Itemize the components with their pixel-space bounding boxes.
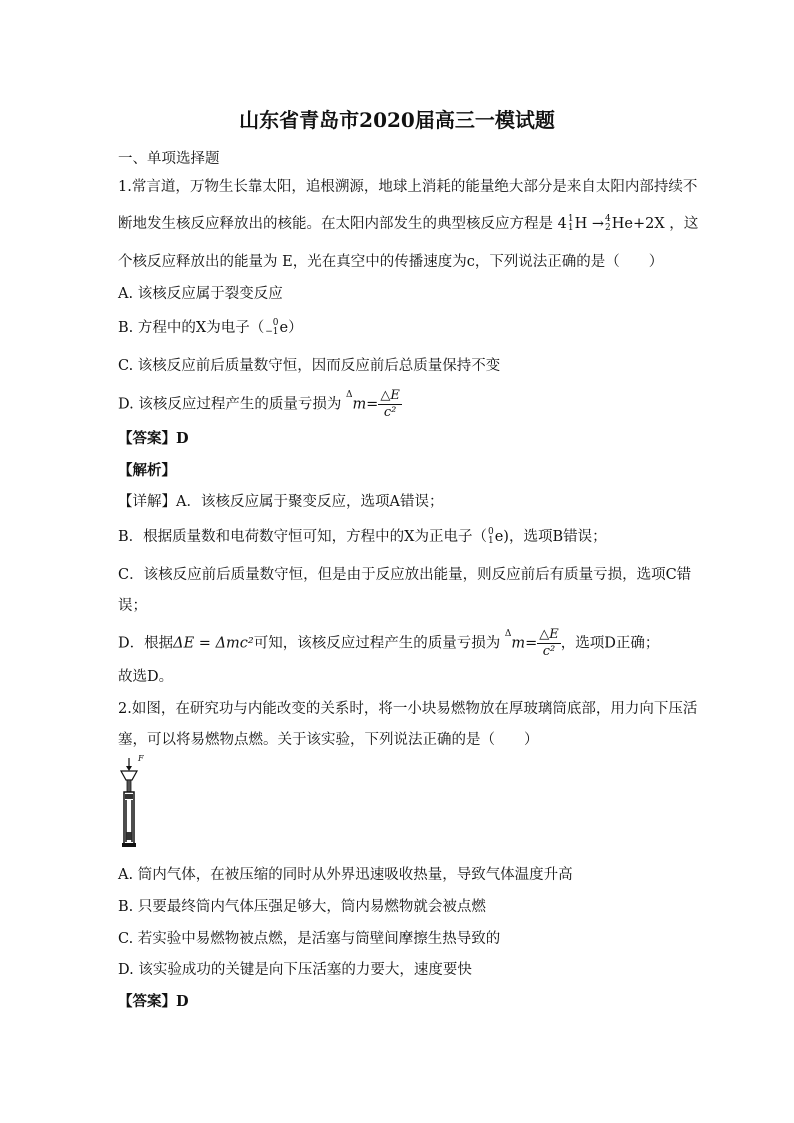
energy-fraction <box>537 627 561 660</box>
positron-charge-number: 1 <box>487 536 494 546</box>
section-heading: 一、单项选择题 <box>118 151 220 167</box>
piston-cylinder-figure <box>116 756 150 850</box>
mass-symbol: m= <box>511 635 538 652</box>
arrow-icon: → <box>591 216 604 232</box>
q1-answer: 【答案】D <box>118 430 189 447</box>
q1-option-c: C. 该核反应前后质量数守恒，因而反应前后总质量保持不变 <box>118 358 501 374</box>
h-symbol: H <box>574 216 588 232</box>
q1-detail-c-line1: C．该核反应前后质量数守恒，但是由于反应放出能量，则反应前后有质量亏损，选项C错 <box>118 567 692 583</box>
fraction-denominator: c² <box>542 644 556 659</box>
q1-conclusion: 故选D。 <box>118 669 174 685</box>
q1-stem-line3: 个核反应释放出的能量为 E，光在真空中的传播速度为c，下列说法正确的是（ ） <box>118 254 664 270</box>
he-symbol: He+2X <box>611 216 665 232</box>
q1-detail-b-end: e)，选项B错误； <box>494 529 607 545</box>
delta-mark: Δ <box>345 389 353 400</box>
q1-detail-d <box>118 627 659 660</box>
q1-detail-d-end: ，选项D正确； <box>560 635 660 652</box>
q1-detail-d-text: D．根据 <box>118 635 174 652</box>
fraction-denominator: c² <box>383 405 397 420</box>
fraction-numerator: △E <box>539 627 559 642</box>
q2-answer: 【答案】D <box>118 993 189 1010</box>
q1-option-b-text: B. 方程中的X为电子（ <box>118 320 265 336</box>
q1-option-a: A. 该核反应属于裂变反应 <box>118 286 283 302</box>
page-title: 山东省青岛市2020届高三一模试题 <box>239 108 555 132</box>
electron-charge-number: −1 <box>265 327 279 337</box>
q1-detail-d-middle: 可知，该核反应过程产生的质量亏损为 <box>253 635 501 652</box>
q1-option-b <box>118 316 303 337</box>
q2-stem-line1: 2.如图，在研究功与内能改变的关系时，将一小块易燃物放在厚玻璃筒底部，用力向下压活 <box>118 701 698 717</box>
reaction-equation <box>558 216 670 232</box>
q1-stem-line1: 1.常言道，万物生长靠太阳，追根溯源，地球上消耗的能量绝大部分是来自太阳内部持续不 <box>118 179 698 195</box>
q2-stem-line2: 塞，可以将易燃物点燃。关于该实验，下列说法正确的是（ ） <box>118 732 539 748</box>
electron-symbol: e） <box>279 320 303 336</box>
force-label: F <box>138 754 144 763</box>
q2-option-c: C. 若实验中易燃物被点燃，是活塞与筒壁间摩擦生热导致的 <box>118 931 501 947</box>
q2-option-d: D. 该实验成功的关键是向下压活塞的力要大，速度要快 <box>118 962 472 978</box>
energy-fraction <box>378 388 402 421</box>
h-mass-number: 1 <box>567 214 574 224</box>
fraction-numerator: △E <box>380 388 400 403</box>
q1-stem-line2 <box>118 212 698 233</box>
q1-stem-line2-end: ，这 <box>669 216 699 232</box>
mass-energy-equation: ΔE = Δmc² <box>173 635 254 652</box>
q1-detail-b-text: B．根据质量数和电荷数守恒可知，方程中的X为正电子（ <box>118 529 487 545</box>
delta-mark: Δ <box>504 628 512 639</box>
q2-option-b: B. 只要最终筒内气体压强足够大，筒内易燃物就会被点燃 <box>118 899 486 915</box>
fire-syringe-icon <box>116 756 150 850</box>
h-atomic-number: 1 <box>567 223 574 233</box>
q2-option-a: A. 筒内气体，在被压缩的同时从外界迅速吸收热量，导致气体温度升高 <box>118 867 573 883</box>
q1-option-d <box>118 388 402 421</box>
eq-coefficient: 4 <box>557 216 567 232</box>
electron-mass-number: 0 <box>272 318 279 328</box>
q1-detail-b <box>118 525 607 546</box>
positron-mass-number: 0 <box>487 527 494 537</box>
he-atomic-number: 2 <box>605 223 611 233</box>
he-mass-number: 4 <box>605 214 611 224</box>
q1-detail-c-line2: 误； <box>118 598 147 614</box>
q1-stem-line2-text: 断地发生核反应释放出的核能。在太阳内部发生的典型核反应方程是 <box>118 216 553 232</box>
mass-symbol: m= <box>352 396 379 413</box>
q1-detail-a: 【详解】A．该核反应属于聚变反应，选项A错误； <box>118 494 444 510</box>
q1-option-d-text: D. 该核反应过程产生的质量亏损为 <box>118 396 342 413</box>
q1-analysis-label: 【解析】 <box>118 462 176 479</box>
